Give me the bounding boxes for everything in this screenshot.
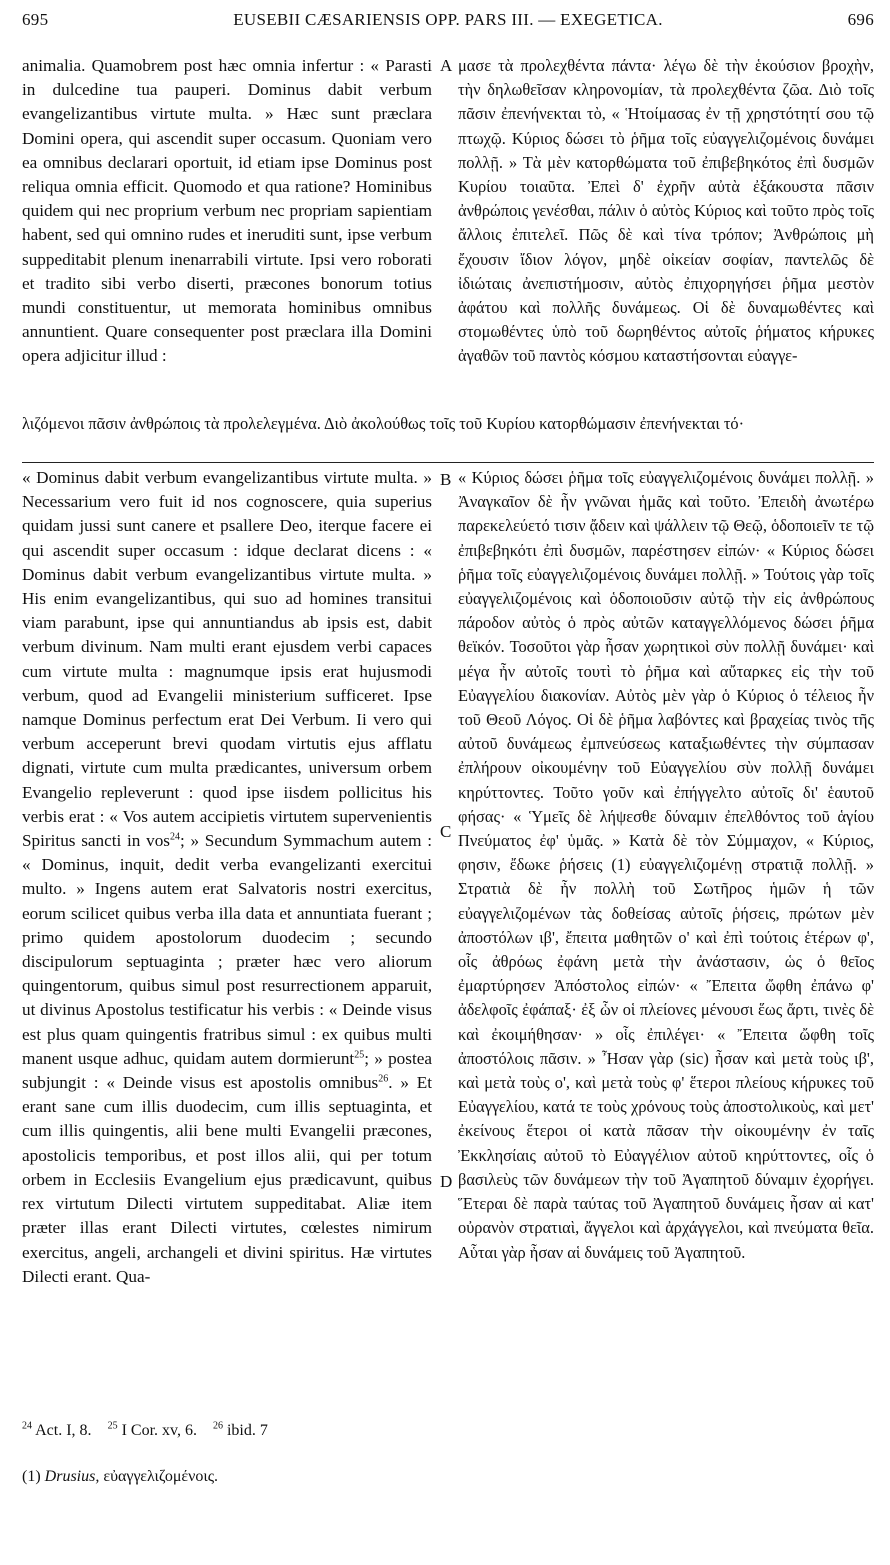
- section-divider: [22, 462, 874, 463]
- running-title: EUSEBII CÆSARIENSIS OPP. PARS III. — EXEGETICA.: [233, 10, 663, 29]
- section-marker-b: B: [440, 470, 452, 489]
- footnote-line-references: [22, 1422, 268, 1440]
- greek-column-section-2: [458, 466, 874, 1265]
- footnote-26-text: ibid. 7: [226, 1422, 268, 1439]
- greek-text-2: « Κύριος δώσει ῥῆμα τοῖς εὐαγγελιζομένοις δυνάμει πολλῇ. » Ἀναγκαῖον δὲ ἦν γνῶναι ἡμᾶς καὶ τοῦτο. Ἐπειδὴ ἀνωτέρω παρεκελεύετό τισιν ᾄδειν καὶ ψάλλειν τῷ Θεῷ, ὁδοποιεῖν τε τῷ ἐπιβεβηκότι ἐπὶ δυσμῶν, παρέστησεν εἰπών· « Κύριος δώσει ῥῆμα τοῖς εὐαγγελιζομένοις δυνάμει πολλῇ. » Τούτοις γὰρ τοῖς εὐαγγελιζομένοις καὶ ὁδοποιοῦσιν αὐτῷ τὴν εἰς ἀνθρώπους πάροδον αὐτὸς ὁ πρὸς αὐτῶν καταγγελλόμενος δώσει ῥῆμα θεϊκόν. Τοσοῦτοι γὰρ ἦσαν χωρητικοὶ σὺν πολλῇ δυνάμει· καὶ μέγα ἦν αὐτοῖς τουτὶ τὸ ῥῆμα καὶ αὔταρκες εἰς τὴν τοῦ Εὐαγγελίου διακονίαν. Αὐτὸς μὲν γὰρ ὁ Κύριος ὁ τέλειος ἦν τοῦ Θεοῦ Λόγος. Οἱ δὲ ῥῆμα λαβόντες καὶ βραχείας τινὸς τῆς αὐτοῦ δυνάμεως ἐμπνεύσεως καταξιωθέντες τὴν σύμπασαν ἐπλήρουν οἰκουμένην τοῦ Εὐαγγελίου σὺν πολλῇ δυνάμει κηρύττοντες. Τοῦτο γοῦν καὶ ἐπήγγελτο αὐτοῖς δι' ἑαυτοῦ φήσας· « Ὑμεῖς δὲ λήψεσθε δύναμιν ἐπελθόντος τοῦ ἁγίου Πνεύματος ἐφ' ὑμᾶς. » Κατὰ δὲ τὸν Σύμμαχον, « Κύριος, φησιν, ἔδωκε ῥήσεις (1) εὐαγγελιζομένῃ στρατιᾷ πολλῇ. » Στρατιὰ δὲ ἦν πολλὴ τοῦ Σωτῆρος ἡμῶν ἡ τῶν εὐαγγελιζομένων τὰς δοθείσας αὐτοῖς ῥήσεις, πρώτων μὲν ἀποστόλων ιβ', ἔπειτα μαθητῶν ο' καὶ ἐπὶ τούτοις ἑτέρων φ', οἷς ἀθρόως ἐφάνη μετὰ τὴν ἀνάστασιν, ὡς ὁ θεῖος ἐμαρτύρησεν Ἀπόστολος εἰπών· « Ἔπειτα ὤφθη ἐπάνω φ' ἀδελφοῖς ἐφάπαξ· ἐξ ὧν οἱ πλείονες μένουσι ἕως ἄρτι, τινὲς δὲ καὶ ἐκοιμήθησαν· » οἷς ἐπιλέγει· « Ἔπειτα ὤφθη τοῖς ἀποστόλοις πᾶσιν. » Ἦσαν γὰρ (sic) ἦσαν καὶ μετὰ τοὺς ιβ', καὶ μετὰ τοὺς ο', καὶ μετὰ τοὺς φ' ἕτεροι πλείους κήρυκες τοῦ Εὐαγγελίου, κατά τε τοὺς χρόνους τοὺς ἀποστολικοὺς, καὶ μετ' ἐκείνους ἕτεροι οἱ κατὰ πᾶσαν τὴν οἰκουμένην ἐν ταῖς Ἐκκλησίαις αὐτοῦ τὸ Εὐαγγέλιον αὐτοῦ κηρύττοντες, οἷς ὁ βασιλεὺς τῶν δυνάμεων τὴν τοῦ Ἀγαπητοῦ δύναμιν ἐχορήγει. Ἕτεραι δὲ παρὰ ταύτας τοῦ Ἀγαπητοῦ δυνάμεις ἦσαν αἱ κατ' οὐρανὸν στρατιαὶ, ἄγγελοι καὶ ἀρχάγγελοι, καὶ πνεύματα θεῖα. Αὗται γὰρ ἦσαν αἱ δυνάμεις τοῦ Ἀγαπητοῦ.: [458, 468, 874, 1262]
- footnote-1-text: εὐαγγελιζομένοις.: [103, 1468, 219, 1485]
- page-header: [22, 10, 874, 40]
- latin-text-2: [22, 466, 432, 1289]
- footnote-25-text: I Cor. xv, 6.: [121, 1422, 197, 1439]
- latin-text-1: animalia. Quamobrem post hæc omnia infertur : « Parasti in dulcedine tua pauperi. Dominus dabit verbum evangelizantibus virtute multa. » Hæc sunt præclara Domini opera, qui ascendit super occasum. Quoniam vero ea omnibus declarari oportuit, id etiam ipse Dominus post reliqua omnia efficit. Quomodo et qua ratione? Hominibus quidem qui nec proprium verbum nec propriam sapientiam habent, sed qui omnino rudes et ineruditi sunt, ipse verbum suppeditabit plenum inenarrabili virtute. Ipsi vero roborati et tradito sibi verbo diserti, præcones bonorum totius mundi constituentur, ut memorata hominibus omnibus annuntient. Quare consequenter post præclara illa Domini opera adjicitur illud :: [22, 56, 432, 366]
- latin-column-section-2: [22, 466, 432, 1289]
- footnote-24-number: 24: [22, 1420, 32, 1432]
- latin-column-section-1: [22, 54, 432, 369]
- footnote-line-variant: [22, 1468, 218, 1486]
- section-marker-c: C: [440, 822, 452, 841]
- footnote-1-number: (1): [22, 1468, 41, 1485]
- latin-text-2b: ; » Secundum Symmachum autem : « Dominus, inquit, dedit verba evangelizanti exercitui multo. » Ingens autem erat Salvatoris nostri exercitus, eorum scilicet quibus verba illa data et annuntiata fuerant ; primo quidem apostolorum duodecim ; secundo discipulorum septuaginta ; præter hæc vero aliorum quingentorum, quibus simul post resurrectionem apparuit, ut divinus Apostolus testificatur his verbis : « Deinde visus est plus quam quingentis fratribus simul : ex quibus multi manent usque adhuc, quidam autem dormierunt: [22, 831, 432, 1068]
- greek-column-section-1: [458, 54, 874, 369]
- footnote-25-number: 25: [107, 1420, 118, 1432]
- page-number-left: 695: [22, 10, 49, 29]
- page-number-right: 696: [847, 10, 874, 29]
- greek-text-1: μασε τὰ προλεχθέντα πάντα· λέγω δὲ τὴν ἑκούσιον βροχὴν, τὴν δηλωθεῖσαν κληρονομίαν, τὰ προλεχθέντα ζῶα. Διὸ τοῖς πᾶσιν ἐπενήνεκται τὸ, « Ἡτοίμασας ἐν τῇ χρηστότητί σου τῷ πτωχῷ. Κύριος δώσει τὸ ῥῆμα τοῖς εὐαγγελιζομένοις δυνάμει πολλῇ. » Τὰ μὲν κατορθώματα τοῦ ἐπιβεβηκότος ἐπὶ δυσμῶν Κυρίου τοιαῦτα. Ἐπεὶ δ' ἐχρῆν αὐτὰ ἐξάκουστα πᾶσιν ἀνθρώποις γενέσθαι, πάλιν ὁ αὐτὸς Κύριος καὶ τοῦτο πρὸς τοῖς ἄλλοις ἐπιτελεῖ. Πῶς δὲ καὶ τίνα τρόπον; Ἀνθρώποις μὴ ἔχουσιν ἴδιον λόγον, μηδὲ οἰκείαν σοφίαν, παντελῶς δὲ ἰδιώταις ἀνεπιστήμοσιν, αὐτὸς ἐπιχορηγήσει ῥῆμα μεστὸν ἀφάτου καὶ πολλῆς δυνάμεως. Οἱ δὲ δυναμωθέντες καὶ στομωθέντες ὑπὸ τοῦ δωρηθέντος αὐτοῖς ῥήματος κήρυκες ἀγαθῶν τοῦ παντὸς κόσμου καταστήσονται εὐαγγε-: [458, 56, 874, 366]
- footnote-1-name: Drusius,: [44, 1468, 100, 1485]
- footnote-24-text: Act. I, 8.: [35, 1422, 92, 1439]
- footnote-ref-26: 26: [378, 1073, 389, 1085]
- greek-bridge-line: [22, 412, 874, 436]
- footnote-26-number: 26: [212, 1420, 223, 1432]
- footnote-ref-24: 24: [169, 831, 180, 843]
- latin-text-2d: . » Et erant sane cum illis duodecim, cum illis septuaginta, et cum illis quingentis, alii bene multi Evangelii præcones, apostolicis temporibus, et post illos alii, qui per totum orbem in Ecclesiis Evangelium ejus prædicavunt, quibus rex virtutum Dilecti virtutem suppeditabat. Aliæ item præter illas erant Dilecti virtutes, cœlestes nimirum exercitus, angeli, archangeli et divini spiritus. Hæ virtutes Dilecti erant. Qua-: [22, 1073, 432, 1286]
- latin-text-2c: ; » postea subjungit : « Deinde visus est apostolis omnibus: [22, 1048, 433, 1093]
- greek-bridge-text: λιζόμενοι πᾶσιν ἀνθρώποις τὰ προλελεγμένα. Διὸ ἀκολούθως τοῖς τοῦ Κυρίου κατορθώμασιν ἐπενήνεκται τό·: [22, 414, 745, 433]
- section-marker-d: D: [440, 1172, 453, 1191]
- footnote-ref-25: 25: [354, 1049, 365, 1061]
- section-marker-a: A: [440, 56, 453, 75]
- latin-text-2a: « Dominus dabit verbum evangelizantibus virtute multa. » Necessarium vero fuit id nos cognoscere, quia superius quidam jussi sunt canere et psallere Deo, iterque facere ei qui ascendit super occasum : idque declarat dicens : « Dominus dabit verbum evangelizantibus virtute multa. » His enim evangelizantibus, qui suo ad homines transitui viam parabunt, ipse qui annuntiandus ab ipsis est, dabit verbum divinum. Nam multi erant ejusdem verbi capaces cum virtute multa : magnumque ipsis erat hujusmodi verbum, quod ad Evangelii ministerium sufficeret. Ipse namque Dominus perfectum erat Dei Verbum. Ii vero qui verbum acceperunt brevi quodam virtutis ejus afflatu dignati, virtute cum multa prædicantes, universum orbem Evangelio repleverunt : quod ipse iisdem pollicitus his verbis erat : « Vos autem accipietis virtutem supervenientis Spiritus sancti in vos: [22, 468, 432, 851]
